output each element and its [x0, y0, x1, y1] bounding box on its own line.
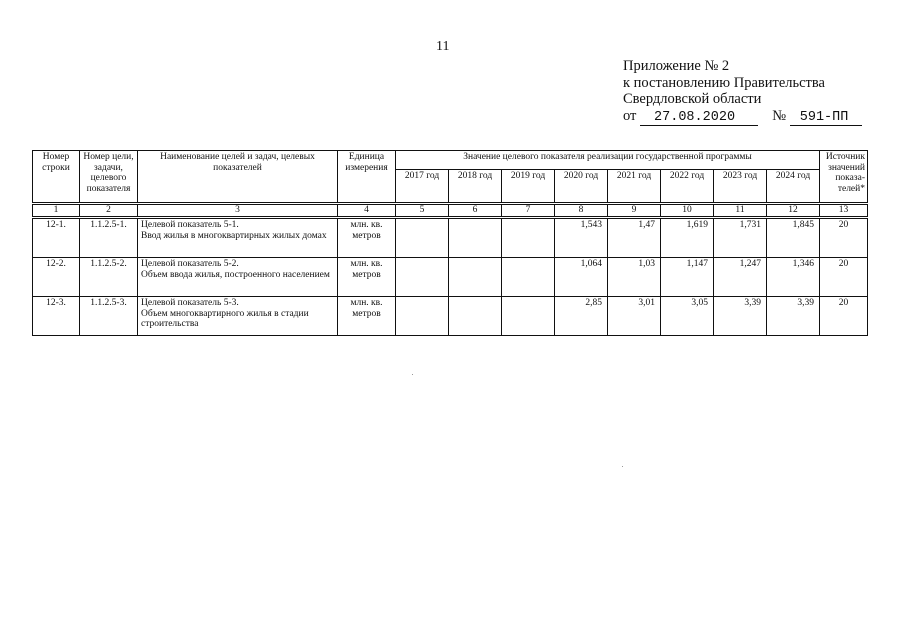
scan-speck: [622, 466, 623, 467]
value-cell: 1,47: [608, 219, 661, 258]
indicator-name-cell: Целевой показатель 5-3. Объем многоквартирного жилья в стадии строительства: [138, 297, 338, 336]
indicator-name-cell: Целевой показатель 5-2. Объем ввода жилья, построенного населением: [138, 258, 338, 297]
column-number: 4: [338, 205, 396, 217]
header-year: 2019 год: [502, 170, 555, 203]
unit-cell: млн. кв. метров: [338, 258, 396, 297]
header-year: 2021 год: [608, 170, 661, 203]
value-cell: 1,845: [767, 219, 820, 258]
column-number: 12: [767, 205, 820, 217]
header-unit: Единица измерения: [338, 151, 396, 203]
column-number: 13: [820, 205, 868, 217]
header-year: 2024 год: [767, 170, 820, 203]
value-cell: 3,39: [714, 297, 767, 336]
number-prefix: №: [772, 107, 787, 124]
header-source: Источник значений показа-телей*: [820, 151, 868, 203]
value-cell: 3,39: [767, 297, 820, 336]
table-row: [33, 258, 868, 297]
appendix-resolution: к постановлению Правительства: [623, 74, 825, 91]
column-number: 6: [449, 205, 502, 217]
header-row: [33, 151, 868, 170]
value-cell: [502, 258, 555, 297]
header-year: 2018 год: [449, 170, 502, 203]
value-cell: 1,543: [555, 219, 608, 258]
appendix-title: Приложение № 2: [623, 58, 730, 74]
unit-cell: млн. кв. метров: [338, 219, 396, 258]
value-cell: 1,346: [767, 258, 820, 297]
column-number: 7: [502, 205, 555, 217]
page-number: 11: [436, 39, 450, 54]
source-cell: 20: [820, 258, 868, 297]
column-number: 8: [555, 205, 608, 217]
column-number: 1: [33, 205, 80, 217]
value-cell: [502, 219, 555, 258]
unit-cell: млн. кв. метров: [338, 297, 396, 336]
value-cell: 1,03: [608, 258, 661, 297]
header-year: 2020 год: [555, 170, 608, 203]
goal-number-cell: 1.1.2.5-1.: [80, 219, 138, 258]
column-number: 3: [138, 205, 338, 217]
target-indicators-table: [32, 150, 868, 336]
value-cell: 1,147: [661, 258, 714, 297]
table-row: [33, 297, 868, 336]
header-goal-number: Номер цели, задачи, целевого показателя: [80, 151, 138, 203]
resolution-date: 27.08.2020: [640, 111, 758, 126]
header-year: 2022 год: [661, 170, 714, 203]
value-cell: [396, 219, 449, 258]
appendix-header: [623, 58, 862, 126]
resolution-number: 591-ПП: [790, 111, 862, 126]
goal-number-cell: 1.1.2.5-3.: [80, 297, 138, 336]
column-number-row: [33, 205, 868, 217]
column-number: 10: [661, 205, 714, 217]
source-cell: 20: [820, 297, 868, 336]
column-number: 2: [80, 205, 138, 217]
column-number: 11: [714, 205, 767, 217]
appendix-region: Свердловской области: [623, 91, 762, 107]
header-row-number: Номер строки: [33, 151, 80, 203]
value-cell: 1,731: [714, 219, 767, 258]
header-name: Наименование целей и задач, целевых показателей: [138, 151, 338, 203]
row-number-cell: 12-2.: [33, 258, 80, 297]
value-cell: [502, 297, 555, 336]
header-year: 2017 год: [396, 170, 449, 203]
value-cell: 3,05: [661, 297, 714, 336]
value-cell: [396, 258, 449, 297]
table-row: [33, 219, 868, 258]
header-year: 2023 год: [714, 170, 767, 203]
column-number: 5: [396, 205, 449, 217]
indicator-name-cell: Целевой показатель 5-1. Ввод жилья в многоквартирных жилых домах: [138, 219, 338, 258]
value-cell: [449, 258, 502, 297]
source-cell: 20: [820, 219, 868, 258]
header-value-group: Значение целевого показателя реализации государственной программы: [396, 151, 820, 170]
value-cell: [449, 219, 502, 258]
value-cell: 1,619: [661, 219, 714, 258]
column-number: 9: [608, 205, 661, 217]
value-cell: [396, 297, 449, 336]
scan-speck: [412, 374, 413, 375]
value-cell: 3,01: [608, 297, 661, 336]
value-cell: [449, 297, 502, 336]
row-number-cell: 12-3.: [33, 297, 80, 336]
goal-number-cell: 1.1.2.5-2.: [80, 258, 138, 297]
appendix-date-line: [623, 108, 862, 126]
value-cell: 1,064: [555, 258, 608, 297]
value-cell: 1,247: [714, 258, 767, 297]
row-number-cell: 12-1.: [33, 219, 80, 258]
value-cell: 2,85: [555, 297, 608, 336]
date-prefix: от: [623, 107, 637, 124]
